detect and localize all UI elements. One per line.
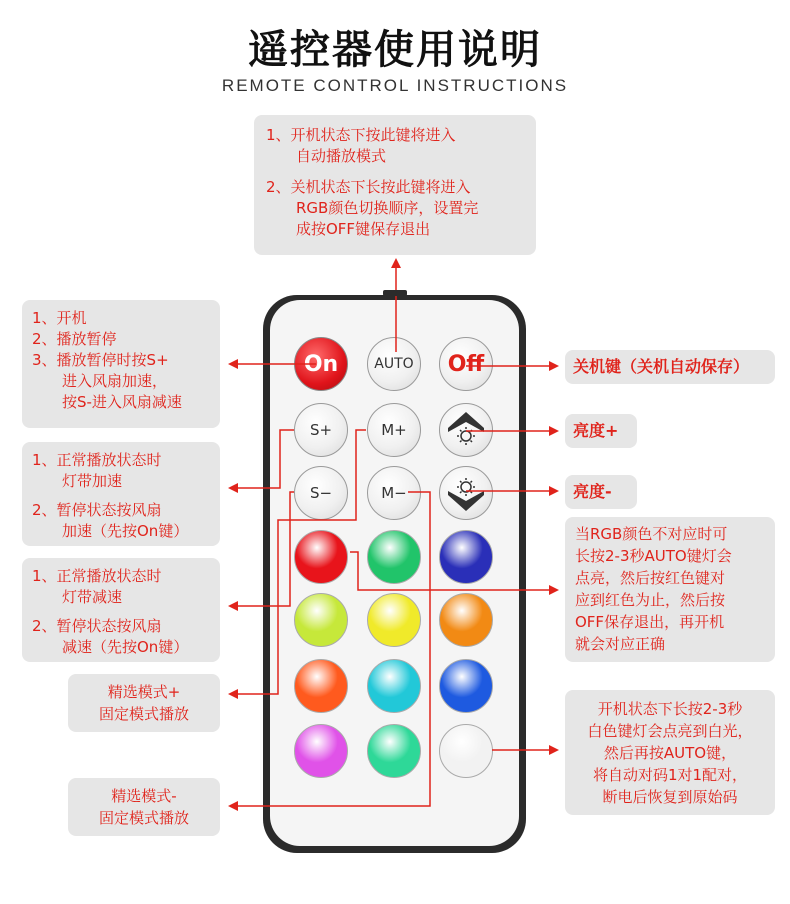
instruction-line: 3、播放暂停时按S+: [32, 351, 169, 369]
instruction-line: 灯带减速: [62, 588, 123, 606]
instruction-line: 2、播放暂停: [32, 330, 117, 348]
instruction-line: RGB颜色切换顺序，设置完: [296, 199, 479, 217]
s-minus-connector: [230, 492, 294, 606]
instruction-line: 成按OFF键保存退出: [296, 220, 431, 238]
instruction-line: 白色键灯会点亮到白光，: [587, 722, 753, 740]
m-plus-connector: [230, 430, 366, 694]
auto-button-label: AUTO: [374, 356, 414, 372]
instruction-line: 1、正常播放状态时: [32, 451, 162, 469]
s-plus-label: S+: [309, 421, 333, 439]
instruction-line: 灯带加速: [62, 472, 123, 490]
instruction-line: 将自动对码1对1配对，: [592, 766, 748, 784]
instruction-line: 2、暂停状态按风扇: [32, 617, 162, 635]
instruction-line: 加速（先按On键）: [62, 522, 189, 540]
off-button-label: Off: [447, 351, 485, 377]
red-key-connector: [350, 552, 557, 590]
off-key-label: 关机键（关机自动保存）: [573, 357, 750, 376]
instruction-line: 固定模式播放: [98, 705, 189, 723]
page-subtitle: REMOTE CONTROL INSTRUCTIONS: [221, 76, 569, 95]
instruction-line: 精选模式-: [111, 787, 177, 805]
instruction-line: 然后再按AUTO键，: [603, 744, 737, 762]
brightness-down-label: 亮度-: [573, 482, 612, 501]
m-minus-label: M−: [381, 484, 407, 502]
instruction-line: 进入风扇加速，: [62, 372, 168, 390]
m-plus-label: M+: [381, 421, 407, 439]
instruction-line: 减速（先按On键）: [62, 638, 189, 656]
instruction-line: 应到红色为止，然后按: [575, 591, 726, 609]
instruction-line: OFF保存退出，再开机: [575, 613, 725, 631]
instruction-line: 1、开机状态下按此键将进入: [266, 126, 456, 144]
instruction-line: 2、暂停状态按风扇: [32, 501, 162, 519]
s-minus-label: S−: [309, 484, 333, 502]
on-button-label: On: [303, 351, 339, 377]
instruction-line: 2、关机状态下长按此键将进入: [266, 178, 471, 196]
m-minus-connector: [230, 492, 430, 806]
brightness-up-label: 亮度+: [573, 421, 619, 440]
instruction-line: 精选模式+: [107, 683, 181, 701]
instruction-line: 固定模式播放: [98, 809, 189, 827]
page-title: 遥控器使用说明: [248, 27, 542, 73]
instruction-line: 点亮，然后按红色键对: [575, 569, 726, 587]
instruction-line: 1、正常播放状态时: [32, 567, 162, 585]
instruction-line: 长按2-3秒AUTO键灯会: [575, 547, 732, 565]
instruction-line: 自动播放模式: [296, 147, 387, 165]
instruction-line: 1、开机: [32, 309, 87, 327]
instruction-line: 开机状态下长按2-3秒: [597, 700, 743, 718]
instruction-line: 按S-进入风扇减速: [62, 393, 182, 411]
instruction-line: 就会对应正确: [575, 635, 666, 653]
remote-notch: [383, 290, 407, 296]
s-plus-connector: [230, 430, 294, 488]
instruction-line: 断电后恢复到原始码: [602, 788, 738, 806]
instruction-line: 当RGB颜色不对应时可: [575, 525, 728, 543]
